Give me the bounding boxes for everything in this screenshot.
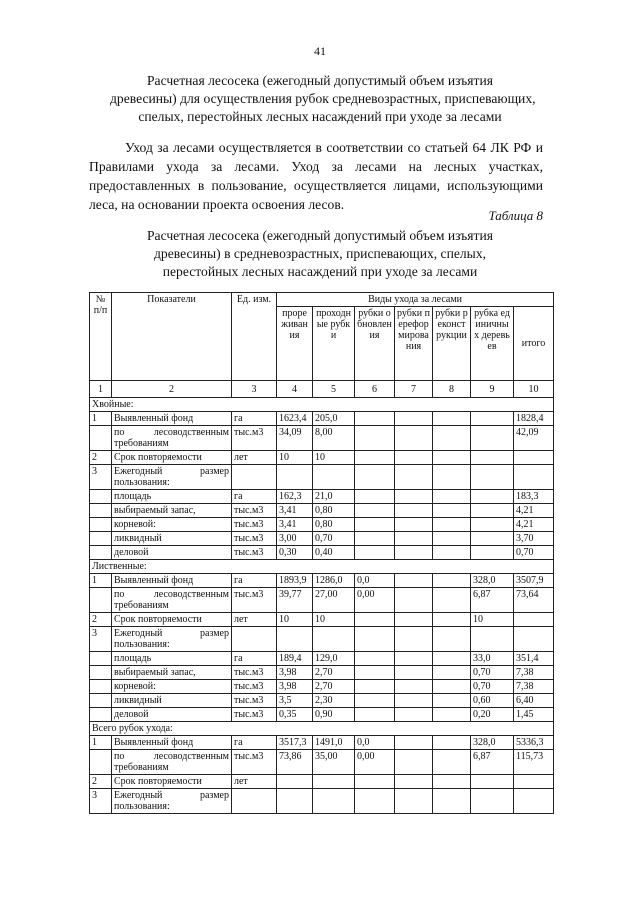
cell-c9: 0,20 <box>471 708 514 722</box>
cell-c5: 21,0 <box>313 490 355 504</box>
cell-c10 <box>514 775 554 789</box>
cell-c5: 27,00 <box>313 588 355 613</box>
cell-c4: 1623,4 <box>277 412 313 426</box>
cell-c5: 0,40 <box>313 546 355 560</box>
cell-c9 <box>471 532 514 546</box>
cell-c5 <box>313 775 355 789</box>
row-indicator: площадь <box>112 652 232 666</box>
cell-c8 <box>433 412 471 426</box>
row-unit: тыс.м3 <box>232 694 277 708</box>
column-number: 5 <box>313 381 355 398</box>
table-caption <box>110 227 530 281</box>
table-row <box>90 750 554 775</box>
column-number: 10 <box>514 381 554 398</box>
row-unit: лет <box>232 613 277 627</box>
cell-c8 <box>433 574 471 588</box>
header-care-types: Виды ухода за лесами <box>277 293 554 307</box>
row-number <box>90 490 112 504</box>
row-indicator: корневой: <box>112 680 232 694</box>
row-number <box>90 504 112 518</box>
table-row <box>90 518 554 532</box>
row-indicator: по лесоводственным требованиям <box>112 426 232 451</box>
cell-c8 <box>433 518 471 532</box>
cell-c9 <box>471 490 514 504</box>
cell-c10 <box>514 451 554 465</box>
cell-c5: 205,0 <box>313 412 355 426</box>
row-indicator: Ежегодный размер пользования: <box>112 627 232 652</box>
row-number: 3 <box>90 465 112 490</box>
row-unit: тыс.м3 <box>232 680 277 694</box>
cell-c9 <box>471 789 514 814</box>
row-unit: га <box>232 652 277 666</box>
cell-c9: 6,87 <box>471 750 514 775</box>
table-row <box>90 652 554 666</box>
cell-c9: 10 <box>471 613 514 627</box>
table-row <box>90 613 554 627</box>
row-number <box>90 694 112 708</box>
row-indicator: ликвидный <box>112 532 232 546</box>
cell-c4 <box>277 789 313 814</box>
row-indicator: выбираемый запас, <box>112 504 232 518</box>
row-indicator: Выявленный фонд <box>112 574 232 588</box>
cell-c4: 0,30 <box>277 546 313 560</box>
cell-c7 <box>395 588 433 613</box>
cell-c7 <box>395 532 433 546</box>
cell-c7 <box>395 546 433 560</box>
cell-c5: 0,80 <box>313 518 355 532</box>
cell-c7 <box>395 412 433 426</box>
cell-c7 <box>395 775 433 789</box>
cell-c8 <box>433 627 471 652</box>
row-unit: га <box>232 412 277 426</box>
cell-c6: 0,0 <box>355 574 395 588</box>
cell-c10: 1828,4 <box>514 412 554 426</box>
row-indicator: ликвидный <box>112 694 232 708</box>
cell-c5: 0,70 <box>313 532 355 546</box>
cell-c8 <box>433 652 471 666</box>
header-no: № п/п <box>90 293 112 381</box>
cell-c6 <box>355 426 395 451</box>
cell-c10: 351,4 <box>514 652 554 666</box>
cell-c9: 0,70 <box>471 666 514 680</box>
cell-c9 <box>471 412 514 426</box>
cell-c10: 0,70 <box>514 546 554 560</box>
table-label: Таблица 8 <box>488 208 543 223</box>
cell-c10: 1,45 <box>514 708 554 722</box>
row-indicator: Выявленный фонд <box>112 736 232 750</box>
cell-c4: 3,5 <box>277 694 313 708</box>
cell-c8 <box>433 680 471 694</box>
cell-c4: 3,98 <box>277 680 313 694</box>
cell-c8 <box>433 546 471 560</box>
row-indicator: Срок повторяемости <box>112 613 232 627</box>
cell-c10: 7,38 <box>514 666 554 680</box>
harvest-table <box>89 292 554 814</box>
row-indicator: Срок повторяемости <box>112 775 232 789</box>
header-col-9: рубка единичных деревьев <box>471 307 514 381</box>
cell-c10: 3507,9 <box>514 574 554 588</box>
column-number: 8 <box>433 381 471 398</box>
row-unit: га <box>232 574 277 588</box>
table-row <box>90 627 554 652</box>
section-title: Лиственные: <box>90 560 554 574</box>
cell-c8 <box>433 426 471 451</box>
cell-c6: 0,0 <box>355 736 395 750</box>
row-unit: лет <box>232 451 277 465</box>
cell-c6 <box>355 789 395 814</box>
row-indicator: площадь <box>112 490 232 504</box>
cell-c5: 8,00 <box>313 426 355 451</box>
row-unit: тыс.м3 <box>232 666 277 680</box>
cell-c4: 73,86 <box>277 750 313 775</box>
cell-c9 <box>471 426 514 451</box>
cell-c4: 3,98 <box>277 666 313 680</box>
paragraph-text: Уход за лесами осуществляется в соответствии со статьей 64 ЛК РФ и Правилами ухода за лесами. Уход за лесами на лесных участках, предоставленных в пользование, осуществляется лицами, использующими леса, на основании проекта освоения лесов. <box>89 140 543 212</box>
row-indicator: Выявленный фонд <box>112 412 232 426</box>
cell-c9 <box>471 518 514 532</box>
caption-line: Расчетная лесосека (ежегодный допустимый объем изъятия <box>146 228 493 243</box>
header-indicator: Показатели <box>112 293 232 381</box>
heading-line: спелых, перестойных лесных насаждений при уходе за лесами <box>138 109 502 124</box>
table-row <box>90 694 554 708</box>
cell-c6 <box>355 694 395 708</box>
cell-c9: 328,0 <box>471 574 514 588</box>
cell-c9: 0,60 <box>471 694 514 708</box>
cell-c7 <box>395 680 433 694</box>
row-number: 2 <box>90 451 112 465</box>
cell-c8 <box>433 708 471 722</box>
cell-c10: 5336,3 <box>514 736 554 750</box>
cell-c10: 4,21 <box>514 504 554 518</box>
column-number: 6 <box>355 381 395 398</box>
header-col-6: рубки обновления <box>355 307 395 381</box>
row-indicator: выбираемый запас, <box>112 666 232 680</box>
cell-c7 <box>395 426 433 451</box>
row-number <box>90 532 112 546</box>
table-row <box>90 736 554 750</box>
caption-line: древесины) в средневозрастных, приспевающих, спелых, <box>153 246 487 261</box>
cell-c7 <box>395 627 433 652</box>
row-number <box>90 426 112 451</box>
cell-c4: 0,35 <box>277 708 313 722</box>
cell-c6 <box>355 627 395 652</box>
column-number: 4 <box>277 381 313 398</box>
cell-c5: 10 <box>313 613 355 627</box>
table-row <box>90 451 554 465</box>
row-number <box>90 588 112 613</box>
cell-c6 <box>355 708 395 722</box>
cell-c4: 39,77 <box>277 588 313 613</box>
cell-c7 <box>395 652 433 666</box>
table-row <box>90 775 554 789</box>
cell-c7 <box>395 750 433 775</box>
cell-c5: 2,30 <box>313 694 355 708</box>
page-number: 41 <box>314 44 326 58</box>
cell-c9: 33,0 <box>471 652 514 666</box>
section-title: Всего рубок ухода: <box>90 722 554 736</box>
cell-c7 <box>395 451 433 465</box>
row-number: 2 <box>90 775 112 789</box>
row-unit: га <box>232 736 277 750</box>
cell-c5: 2,70 <box>313 680 355 694</box>
header-col-7: рубки переформирования <box>395 307 433 381</box>
row-unit: тыс.м3 <box>232 426 277 451</box>
cell-c9: 0,70 <box>471 680 514 694</box>
cell-c9 <box>471 465 514 490</box>
header-col-8: рубки реконструкции <box>433 307 471 381</box>
cell-c10: 73,64 <box>514 588 554 613</box>
cell-c8 <box>433 789 471 814</box>
row-indicator: деловой <box>112 546 232 560</box>
cell-c8 <box>433 588 471 613</box>
cell-c5 <box>313 789 355 814</box>
row-unit: лет <box>232 775 277 789</box>
table-row <box>90 680 554 694</box>
row-unit: тыс.м3 <box>232 588 277 613</box>
cell-c8 <box>433 750 471 775</box>
row-number <box>90 708 112 722</box>
cell-c8 <box>433 613 471 627</box>
header-col-5: проходные рубки <box>313 307 355 381</box>
cell-c10 <box>514 465 554 490</box>
cell-c10 <box>514 627 554 652</box>
cell-c10 <box>514 613 554 627</box>
cell-c7 <box>395 490 433 504</box>
cell-c4: 3,41 <box>277 518 313 532</box>
cell-c8 <box>433 532 471 546</box>
row-number <box>90 546 112 560</box>
cell-c6 <box>355 504 395 518</box>
row-number: 1 <box>90 736 112 750</box>
table-row <box>90 426 554 451</box>
cell-c4 <box>277 775 313 789</box>
row-unit: тыс.м3 <box>232 546 277 560</box>
cell-c8 <box>433 504 471 518</box>
row-unit: тыс.м3 <box>232 518 277 532</box>
row-number <box>90 750 112 775</box>
cell-c6 <box>355 532 395 546</box>
cell-c8 <box>433 736 471 750</box>
table-row <box>90 490 554 504</box>
cell-c9 <box>471 546 514 560</box>
section-row <box>90 560 554 574</box>
cell-c9 <box>471 775 514 789</box>
cell-c4: 162,3 <box>277 490 313 504</box>
row-indicator: корневой: <box>112 518 232 532</box>
row-unit <box>232 627 277 652</box>
row-number <box>90 518 112 532</box>
cell-c7 <box>395 465 433 490</box>
page-heading <box>110 72 536 126</box>
cell-c10: 7,38 <box>514 680 554 694</box>
body-paragraph <box>89 138 543 214</box>
cell-c4: 10 <box>277 613 313 627</box>
row-unit <box>232 789 277 814</box>
row-unit: тыс.м3 <box>232 708 277 722</box>
cell-c9 <box>471 451 514 465</box>
table-row <box>90 666 554 680</box>
heading-line: древесины) для осуществления рубок средневозрастных, приспевающих, <box>110 91 536 106</box>
cell-c5: 1491,0 <box>313 736 355 750</box>
cell-c5: 2,70 <box>313 666 355 680</box>
cell-c9 <box>471 504 514 518</box>
row-number: 3 <box>90 627 112 652</box>
column-number: 7 <box>395 381 433 398</box>
row-unit: тыс.м3 <box>232 750 277 775</box>
cell-c6 <box>355 680 395 694</box>
row-indicator: Ежегодный размер пользования: <box>112 465 232 490</box>
table-row <box>90 532 554 546</box>
row-number <box>90 652 112 666</box>
cell-c6 <box>355 518 395 532</box>
row-indicator: Ежегодный размер пользования: <box>112 789 232 814</box>
cell-c6 <box>355 546 395 560</box>
table-row <box>90 708 554 722</box>
cell-c5: 129,0 <box>313 652 355 666</box>
column-number: 1 <box>90 381 112 398</box>
cell-c10: 42,09 <box>514 426 554 451</box>
cell-c10: 3,70 <box>514 532 554 546</box>
cell-c5: 35,00 <box>313 750 355 775</box>
cell-c7 <box>395 708 433 722</box>
cell-c5 <box>313 465 355 490</box>
table-row <box>90 789 554 814</box>
section-row <box>90 398 554 412</box>
cell-c6 <box>355 652 395 666</box>
cell-c7 <box>395 613 433 627</box>
table-row <box>90 412 554 426</box>
row-unit <box>232 465 277 490</box>
cell-c7 <box>395 736 433 750</box>
row-indicator: деловой <box>112 708 232 722</box>
header-col-4: прореживания <box>277 307 313 381</box>
cell-c5: 1286,0 <box>313 574 355 588</box>
cell-c7 <box>395 789 433 814</box>
row-number <box>90 680 112 694</box>
cell-c6: 0,00 <box>355 750 395 775</box>
cell-c4: 1893,9 <box>277 574 313 588</box>
cell-c8 <box>433 465 471 490</box>
header-row <box>90 293 554 307</box>
cell-c6 <box>355 666 395 680</box>
row-indicator: по лесоводственным требованиям <box>112 750 232 775</box>
column-number: 3 <box>232 381 277 398</box>
cell-c4: 10 <box>277 451 313 465</box>
table-row <box>90 588 554 613</box>
cell-c4: 3,00 <box>277 532 313 546</box>
header-unit: Ед. изм. <box>232 293 277 381</box>
cell-c5 <box>313 627 355 652</box>
row-number: 3 <box>90 789 112 814</box>
cell-c8 <box>433 666 471 680</box>
table-row <box>90 574 554 588</box>
column-number: 2 <box>112 381 232 398</box>
cell-c8 <box>433 451 471 465</box>
heading-line: Расчетная лесосека (ежегодный допустимый объем изъятия <box>146 73 493 88</box>
row-number <box>90 666 112 680</box>
cell-c10: 183,3 <box>514 490 554 504</box>
cell-c4: 34,09 <box>277 426 313 451</box>
cell-c6 <box>355 465 395 490</box>
cell-c7 <box>395 666 433 680</box>
cell-c8 <box>433 775 471 789</box>
cell-c8 <box>433 490 471 504</box>
cell-c10 <box>514 789 554 814</box>
cell-c4 <box>277 465 313 490</box>
cell-c6 <box>355 613 395 627</box>
cell-c9: 328,0 <box>471 736 514 750</box>
cell-c6 <box>355 412 395 426</box>
row-number: 1 <box>90 412 112 426</box>
cell-c4: 3517,3 <box>277 736 313 750</box>
row-unit: га <box>232 490 277 504</box>
cell-c5: 0,90 <box>313 708 355 722</box>
cell-c10: 4,21 <box>514 518 554 532</box>
cell-c7 <box>395 574 433 588</box>
cell-c6 <box>355 775 395 789</box>
section-title: Хвойные: <box>90 398 554 412</box>
row-number: 2 <box>90 613 112 627</box>
cell-c4: 189,4 <box>277 652 313 666</box>
caption-line: перестойных лесных насаждений при уходе за лесами <box>162 264 478 279</box>
cell-c9: 6,87 <box>471 588 514 613</box>
section-row <box>90 722 554 736</box>
row-unit: тыс.м3 <box>232 532 277 546</box>
cell-c6: 0,00 <box>355 588 395 613</box>
cell-c7 <box>395 694 433 708</box>
cell-c4: 3,41 <box>277 504 313 518</box>
table-row <box>90 465 554 490</box>
cell-c10: 115,73 <box>514 750 554 775</box>
column-number: 9 <box>471 381 514 398</box>
row-indicator: по лесоводственным требованиям <box>112 588 232 613</box>
row-number: 1 <box>90 574 112 588</box>
table-row <box>90 504 554 518</box>
cell-c6 <box>355 490 395 504</box>
cell-c9 <box>471 627 514 652</box>
cell-c8 <box>433 694 471 708</box>
row-indicator: Срок повторяемости <box>112 451 232 465</box>
cell-c5: 0,80 <box>313 504 355 518</box>
cell-c7 <box>395 518 433 532</box>
cell-c10: 6,40 <box>514 694 554 708</box>
cell-c4 <box>277 627 313 652</box>
cell-c7 <box>395 504 433 518</box>
table-row <box>90 546 554 560</box>
column-number-row <box>90 381 554 398</box>
cell-c6 <box>355 451 395 465</box>
cell-c5: 10 <box>313 451 355 465</box>
header-col-10: итого <box>514 307 554 381</box>
row-unit: тыс.м3 <box>232 504 277 518</box>
